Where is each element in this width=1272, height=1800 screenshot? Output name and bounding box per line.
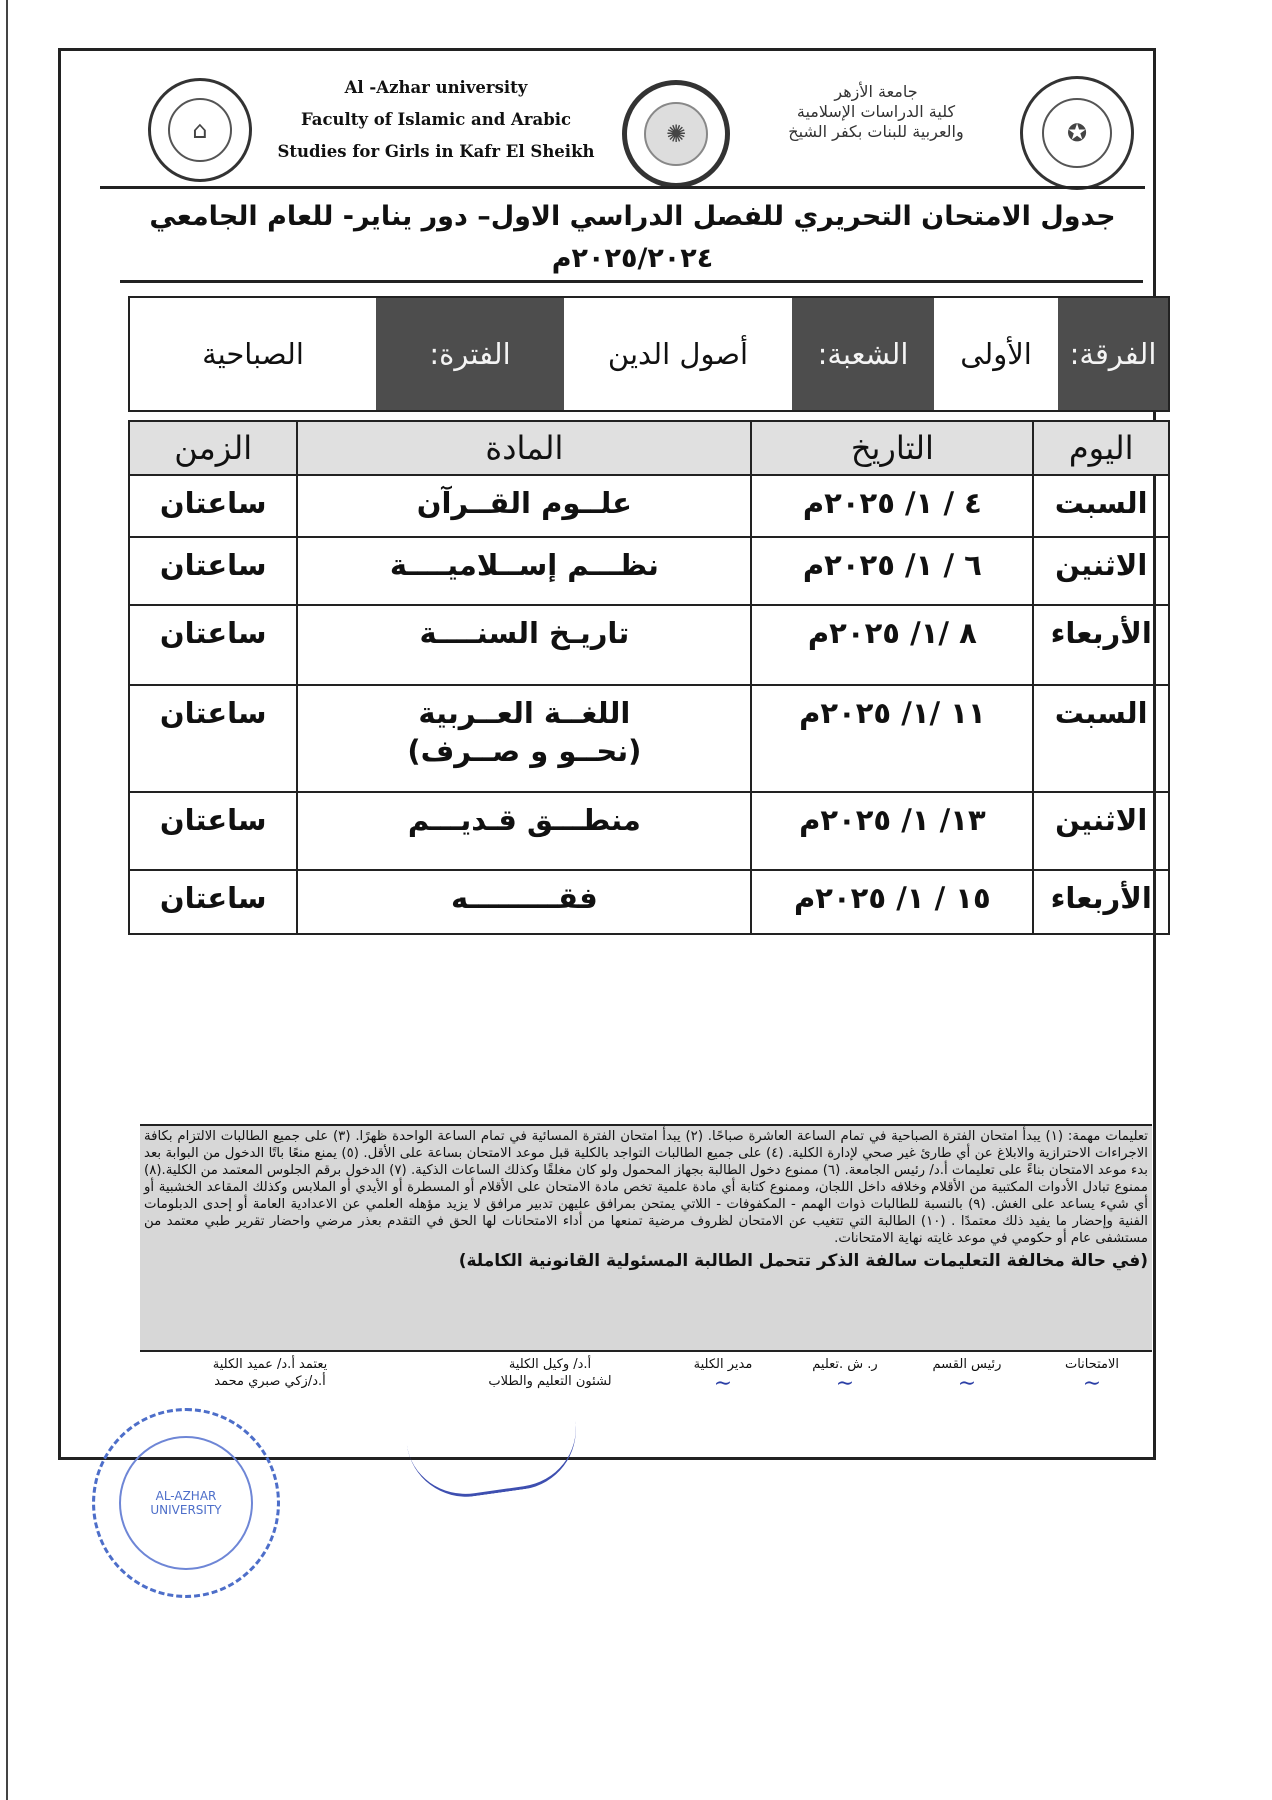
date-cell: ١٣/ ١/ ٢٠٢٥م (751, 792, 1033, 870)
title-line-2: ٢٠٢٥/٢٠٢٤م (551, 243, 714, 274)
info-bar (128, 296, 1170, 412)
period-value: الصباحية (130, 298, 376, 410)
header-day: اليوم (1033, 421, 1169, 475)
signature-dept-head (912, 1356, 1022, 1396)
duration-cell: ساعتان (129, 792, 297, 870)
signature-title: مدير الكلية (693, 1357, 753, 1372)
table-row (129, 475, 1169, 537)
title-divider (120, 280, 1143, 283)
subject-cell (297, 685, 751, 792)
period-label: الفترة: (376, 298, 564, 410)
table-row (129, 605, 1169, 685)
signature-title: الامتحانات (1064, 1357, 1120, 1372)
signature-subtitle: لشئون التعليم والطلاب (488, 1374, 612, 1389)
header-subject: المادة (297, 421, 751, 475)
subject-cell: منطـــق قـديـــم (297, 792, 751, 870)
duration-cell: ساعتان (129, 685, 297, 792)
date-cell: ٦ / ١/ ٢٠٢٥م (751, 537, 1033, 605)
day-cell: الأربعاء (1033, 870, 1169, 934)
header-duration: الزمن (129, 421, 297, 475)
signature-row (140, 1356, 1150, 1396)
signature-exams (1042, 1356, 1142, 1396)
english-header (266, 72, 606, 168)
instructions-box (140, 1124, 1152, 1352)
signature-subtitle: أ.د/زكي صبري محمد (214, 1374, 326, 1389)
table-header-row (129, 421, 1169, 475)
signature-scribble: ∽ (957, 1371, 977, 1396)
day-cell: الاثنين (1033, 537, 1169, 605)
signature-scribble: ∽ (713, 1371, 733, 1396)
arabic-header-line: والعربية للبنات بكفر الشيخ (788, 122, 964, 141)
stamp-text: AL-AZHAR UNIVERSITY (119, 1436, 253, 1570)
duration-cell: ساعتان (129, 870, 297, 934)
day-cell: الأربعاء (1033, 605, 1169, 685)
level-value: الأولى (934, 298, 1058, 410)
faculty-stamp-icon (92, 1408, 280, 1598)
day-cell: السبت (1033, 685, 1169, 792)
instructions-text: تعليمات مهمة: (١) يبدأ امتحان الفترة الصباحية في تمام الساعة العاشرة صباحًا. (٢) يبدأ امتحان الفترة المسائية في تمام الساعة الواحدة ظهرًا. (٣) على جميع الطالبات الالتزام بكافة الاجراءات الاحترازية والابلاغ عن أي طارئ غير صحي لإدارة الكلية. (٤) على جميع الطالبات التواجد بالكلية قبل موعد الامتحان بساعة على الأقل. (٥) يمنع منعًا باتًا الدخول من البوابة بعد بدء موعد الامتحان بناءً على تعليمات أ.د/ رئيس الجامعة. (٦) ممنوع دخول الطالبة بجهاز المحمول ولو كان مغلقًا وكذلك الساعات الذكية. (٧) الدخول برقم الجلوس المعتمد من الكلية.(٨) ممنوع تبادل الأدوات المكتبية من الأقلام وخلافه داخل اللجان، وممنوع كتابة أي مادة علمية تخص مادة الامتحان على الأقلام أو المسطرة أو الأيدي أو الملابس وكذلك المقاعد الخشبية أو أي شيء يساعد على الغش. (٩) بالنسبة للطالبات ذوات الهمم - المكفوفات - اللاتي يمتحن بمرافق عليهن تدبير مرافق لا يزيد مؤهله العلمي عن الاعدادية العامة أو إحدى الدبلومات الفنية وإحضار ما يفيد ذلك معتمدًا . (١٠) الطالبة التي تتغيب عن الامتحان لظروف مرضية تمنعها من أداء الامتحانات لها الحق في التقدم بعذر مرضي واحضار تقرير طبي معتمد من مستشفى عام أو حكومي في موعد غايته نهاية الامتحانات. (144, 1129, 1149, 1246)
table-row (129, 870, 1169, 934)
arabic-header (756, 82, 996, 142)
instructions-warning: (في حالة مخالفة التعليمات سالفة الذكر تتحمل الطالبة المسئولية القانونية الكاملة) (458, 1251, 1148, 1271)
subject-cell: نظـــم إســلاميــــة (297, 537, 751, 605)
page-title (130, 196, 1135, 280)
level-label: الفرقة: (1058, 298, 1168, 410)
subject-note: (نحــو و صــرف) (407, 734, 642, 768)
subject-cell: علــوم القــرآن (297, 475, 751, 537)
date-cell: ١١ /١/ ٢٠٢٥م (751, 685, 1033, 792)
date-cell: ٤ / ١/ ٢٠٢٥م (751, 475, 1033, 537)
day-cell: الاثنين (1033, 792, 1169, 870)
table-row (129, 792, 1169, 870)
division-label: الشعبة: (792, 298, 934, 410)
faculty-seal-icon: ✺ (622, 80, 730, 188)
day-cell: السبت (1033, 475, 1169, 537)
exam-schedule-table (128, 420, 1170, 935)
signature-scribble: ∽ (1082, 1371, 1102, 1396)
duration-cell: ساعتان (129, 475, 297, 537)
title-line-1: جدول الامتحان التحريري للفصل الدراسي الاول– دور يناير- للعام الجامعي (149, 201, 1116, 232)
university-emblem-icon: ⌂ (148, 78, 252, 182)
signature-vice-dean (470, 1356, 630, 1390)
english-header-line: Al -Azhar university (344, 78, 528, 97)
azhar-university-seal-icon: ✪ (1020, 76, 1134, 190)
date-cell: ١٥ / ١/ ٢٠٢٥م (751, 870, 1033, 934)
arabic-header-line: جامعة الأزهر (834, 82, 918, 101)
signature-title: رئيس القسم (932, 1357, 1002, 1372)
duration-cell: ساعتان (129, 537, 297, 605)
subject-name: اللغــة العــربية (418, 696, 631, 730)
signature-title: أ.د/ وكيل الكلية (508, 1357, 592, 1372)
left-margin-line (6, 0, 8, 1800)
table-row (129, 537, 1169, 605)
table-row (129, 685, 1169, 792)
signature-title: يعتمد أ.د/ عميد الكلية (212, 1357, 328, 1372)
signature-education (790, 1356, 900, 1396)
signature-director (668, 1356, 778, 1396)
subject-cell: تاريـخ السنــــة (297, 605, 751, 685)
english-header-line: Faculty of Islamic and Arabic (300, 110, 572, 129)
arabic-header-line: كلية الدراسات الإسلامية (796, 102, 956, 121)
header-date: التاريخ (751, 421, 1033, 475)
header-divider (100, 186, 1145, 189)
english-header-line: Studies for Girls in Kafr El Sheikh (277, 142, 595, 161)
duration-cell: ساعتان (129, 605, 297, 685)
signature-title: ر. ش .تعليم (812, 1357, 878, 1372)
signature-dean (170, 1356, 370, 1390)
date-cell: ٨ /١/ ٢٠٢٥م (751, 605, 1033, 685)
signature-scribble: ∽ (835, 1371, 855, 1396)
division-value: أصول الدين (564, 298, 792, 410)
subject-cell: فقـــــــــه (297, 870, 751, 934)
